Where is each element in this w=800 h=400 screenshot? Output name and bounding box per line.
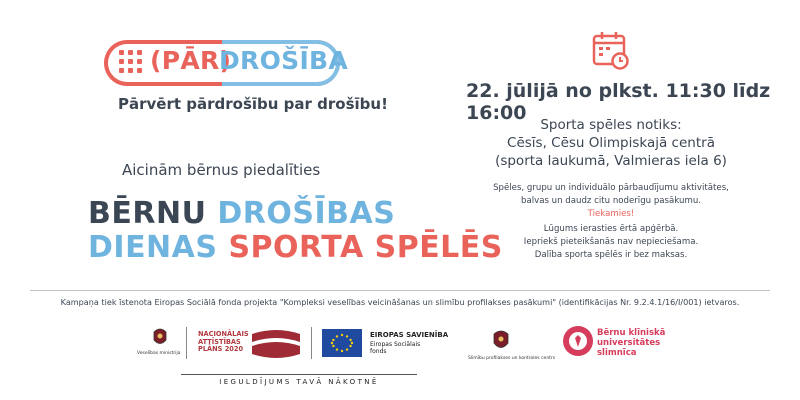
eu-subtitle [370,341,420,355]
headline-word-sporta-speles: SPORTA SPĒLĒS [228,230,503,265]
logo-text-drosiba: DROŠĪBA [219,46,349,75]
note-line: Dalība sporta spēlēs ir bez maksas. [534,250,688,260]
location-line: Sporta spēles notiks: [540,117,682,133]
latvian-flag-icon [250,328,302,360]
ministry-label: Veselības ministrija [137,351,181,356]
logo-text-par: (PĀR) [150,46,232,75]
info-line: Spēles, grupu un individuālo pārbaudījumu aktivitātes, [493,183,729,193]
headline-word-drosibas: DROŠĪBAS [217,196,396,231]
eu-title: EIROPAS SAVIENĪBA [370,331,449,339]
note-line: Iepriekš pieteikšanās nav nepieciešama. [523,237,699,247]
event-info [466,182,756,221]
eu-line: fonds [370,348,387,355]
headline-line-1 [88,196,395,232]
campaign-text: Kampaņa tiek īstenota Eiropas Sociālā fonda projekta "Kompleksi veselības veicināšanas un slimību profilakses pasākumi" (identifikācijas Nr. 9.2.4.1/16/I/001) ietvaros. [60,297,740,307]
hospital-name [597,328,665,358]
event-date: 22. jūlijā no plkst. 11:30 līdz 16:00 [466,80,771,124]
headline-line-2 [88,230,503,266]
info-line-highlight: Tiekamies! [587,209,635,219]
dots-grid-icon [119,50,143,74]
event-location [466,116,756,170]
invite-text: Aicinām bērnus piedalīties [122,161,321,179]
hospital-line: universitātes [597,338,661,348]
calendar-clock-icon [592,30,630,70]
nap-line: PLĀNS 2020 [198,345,244,353]
eu-line: Eiropas Sociālais [370,341,421,348]
info-line: balvas un daudz citu noderīgu pasākumu. [521,196,701,206]
nap-line: ATTĪSTĪBAS [198,337,241,346]
headline-word-bernu: BĒRNU [88,196,207,231]
hospital-logo-icon [562,325,594,357]
location-line: Cēsīs, Cēsu Olimpiskajā centrā [507,135,715,151]
logo-separator [311,327,312,359]
tagline: Pārvērt pārdrošību par drošību! [118,95,388,113]
logo-separator [186,327,187,359]
event-notes [466,223,756,262]
divider [30,290,770,291]
investment-slogan: IEGULDĪJUMS TAVĀ NĀKOTNĒ [181,374,417,386]
location-line: (sporta laukumā, Valmieras iela 6) [495,153,727,169]
coat-of-arms-icon [489,328,513,354]
note-line: Lūgums ierasties ērtā apģērbā. [543,224,679,234]
headline-word-dienas: DIENAS [88,230,218,265]
hospital-line: slimnīca [597,348,637,358]
hospital-line: Bērnu klīniskā [597,328,666,338]
eu-flag-icon [322,329,362,357]
nap-line: NACIONĀLAIS [198,330,249,338]
coat-of-arms-icon [150,326,170,348]
spkc-label: Slimību profilakses un kontroles centrs [468,356,556,361]
nap-text [198,331,249,354]
